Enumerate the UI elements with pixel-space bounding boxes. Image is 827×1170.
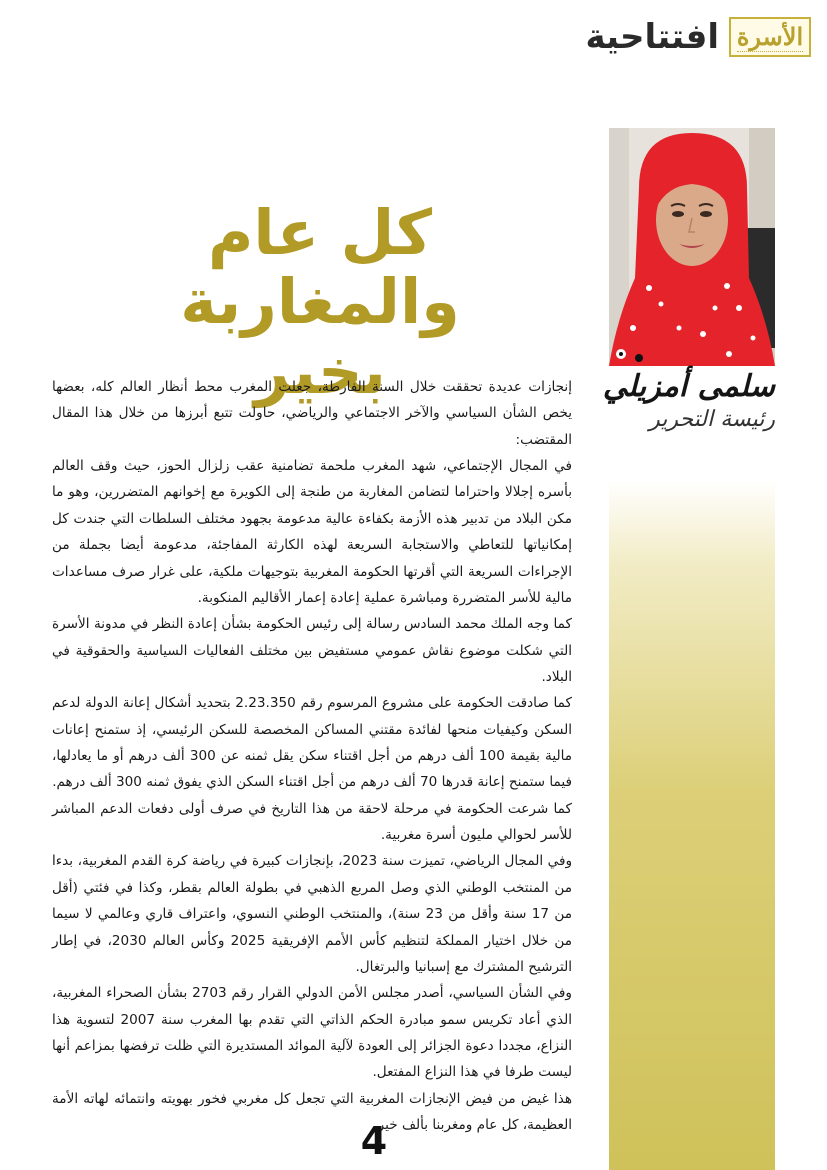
section-label: افتتاحية	[585, 17, 719, 57]
article-paragraph: كما شرعت الحكومة في مرحلة لاحقة من هذا التاريخ في صرف أولى دفعات الدعم المباشر للأسر لحوالي مليون أسرة مغربية.	[52, 800, 572, 844]
author-portrait-illustration	[609, 128, 775, 366]
article-paragraph: كما صادقت الحكومة على مشروع المرسوم رقم 2.23.350 بتحديد أشكال إعانة الدولة لدعم السكن وكيفيات منحها لفائدة مقتني المساكن المخصصة للسكن الرئيسي، إذ ستمنح إعانات مالية بقيمة 100 ألف درهم من أجل اقتناء سكن يقل ثمنه عن 300 ألف درهم أو ما يعادلها، فيما ستمنح إعانة قدرها 70 ألف درهم من أجل اقتناء السكن الذي يفوق ثمنه 300 ألف درهم.	[52, 695, 573, 791]
article-paragraph: إنجازات عديدة تحققت خلال السنة الفارطة، جعلت المغرب محط أنظار العالم كله، بعضها يخص الشأن السياسي والآخر الاجتماعي والرياضي، حاولت تتبع أبرزها من خلال هذا المقال المقتضب:	[52, 379, 572, 448]
author-block	[600, 370, 775, 432]
article-paragraph: وفي الشأن السياسي، أصدر مجلس الأمن الدولي القرار رقم 2703 بشأن الصحراء المغربية، الذي أعاد تكريس سمو مبادرة الحكم الذاتي التي تقدم بها المغرب سنة 2007 لتسوية هذا النزاع، مجددا دعوة الجزائر إلى العودة لآلية الموائد المستديرة التي ظلت ترفضها بمزاعم أنها ليست طرفا في هذا النزاع المفتعل.	[52, 985, 572, 1081]
headline-line-2: والمغاربة بخير	[180, 265, 460, 408]
magazine-logo	[729, 17, 811, 57]
article-body	[52, 374, 572, 1138]
article-paragraph: كما وجه الملك محمد السادس رسالة إلى رئيس الحكومة بشأن إعادة النظر في مدونة الأسرة التي شكلت موضوع نقاش عمومي مستفيض بين مختلف الفعاليات السياسية والحقوقية في البلاد.	[52, 616, 572, 685]
sidebar-gold-band	[609, 480, 775, 1170]
author-name: سلمى أمزيلي	[602, 369, 775, 404]
logo-text: الأسرة	[736, 22, 804, 51]
article-paragraph: وفي المجال الرياضي، تميزت سنة 2023، بإنجازات كبيرة في رياضة كرة القدم المغربية، بدءا من المنتخب الوطني الذي وصل المربع الذهبي في بطولة العالم بقطر، وكذا في فئتي (أقل من 17 سنة وأقل من 23 سنة)، والمنتخب الوطني النسوي، واعتراف قاري وعالمي لا سيما من خلال اختيار المملكة لتنظيم كأس الأمم الإفريقية 2025 وكأس العالم 2030، في إطار الترشيح المشترك مع إسبانيا والبرتغال.	[52, 853, 573, 975]
author-photo	[609, 128, 775, 366]
article-paragraph: في المجال الإجتماعي، شهد المغرب ملحمة تضامنية عقب زلزال الحوز، حيث وقف العالم بأسره إجلالا واحتراما لتضامن المغاربة من طنجة إلى الكويرة مع إخوانهم المتضررين، وهو ما مكن البلاد من تدبير هذه الأزمة بكفاءة عالية مدعومة بجهود مختلف السلطات التي جندت كل إمكانياتها للتعاطي والاستجابة السريعة لهذه الكارثة المفاجئة، مدعومة أيضا بجملة من الإجراءات السريعة التي أقرتها الحكومة المغربية بتوجيهات ملكية، على غرار صرف مساعدات مالية للأسر المتضررة ومباشرة عملية إعادة إعمار الأقاليم المنكوبة.	[52, 458, 572, 606]
page-header	[586, 14, 811, 60]
author-role: رئيسة التحرير	[649, 407, 775, 432]
article-paragraph: هذا غيض من فيض الإنجازات المغربية التي تجعل كل مغربي فخور بهويته وانتمائه لهاته الأمة العظيمة، كل عام ومغربنا بألف خير.	[52, 1090, 572, 1134]
logo-underline	[737, 51, 803, 54]
headline-line-1: كل عام	[207, 196, 433, 269]
page-number: 4	[360, 1119, 388, 1163]
